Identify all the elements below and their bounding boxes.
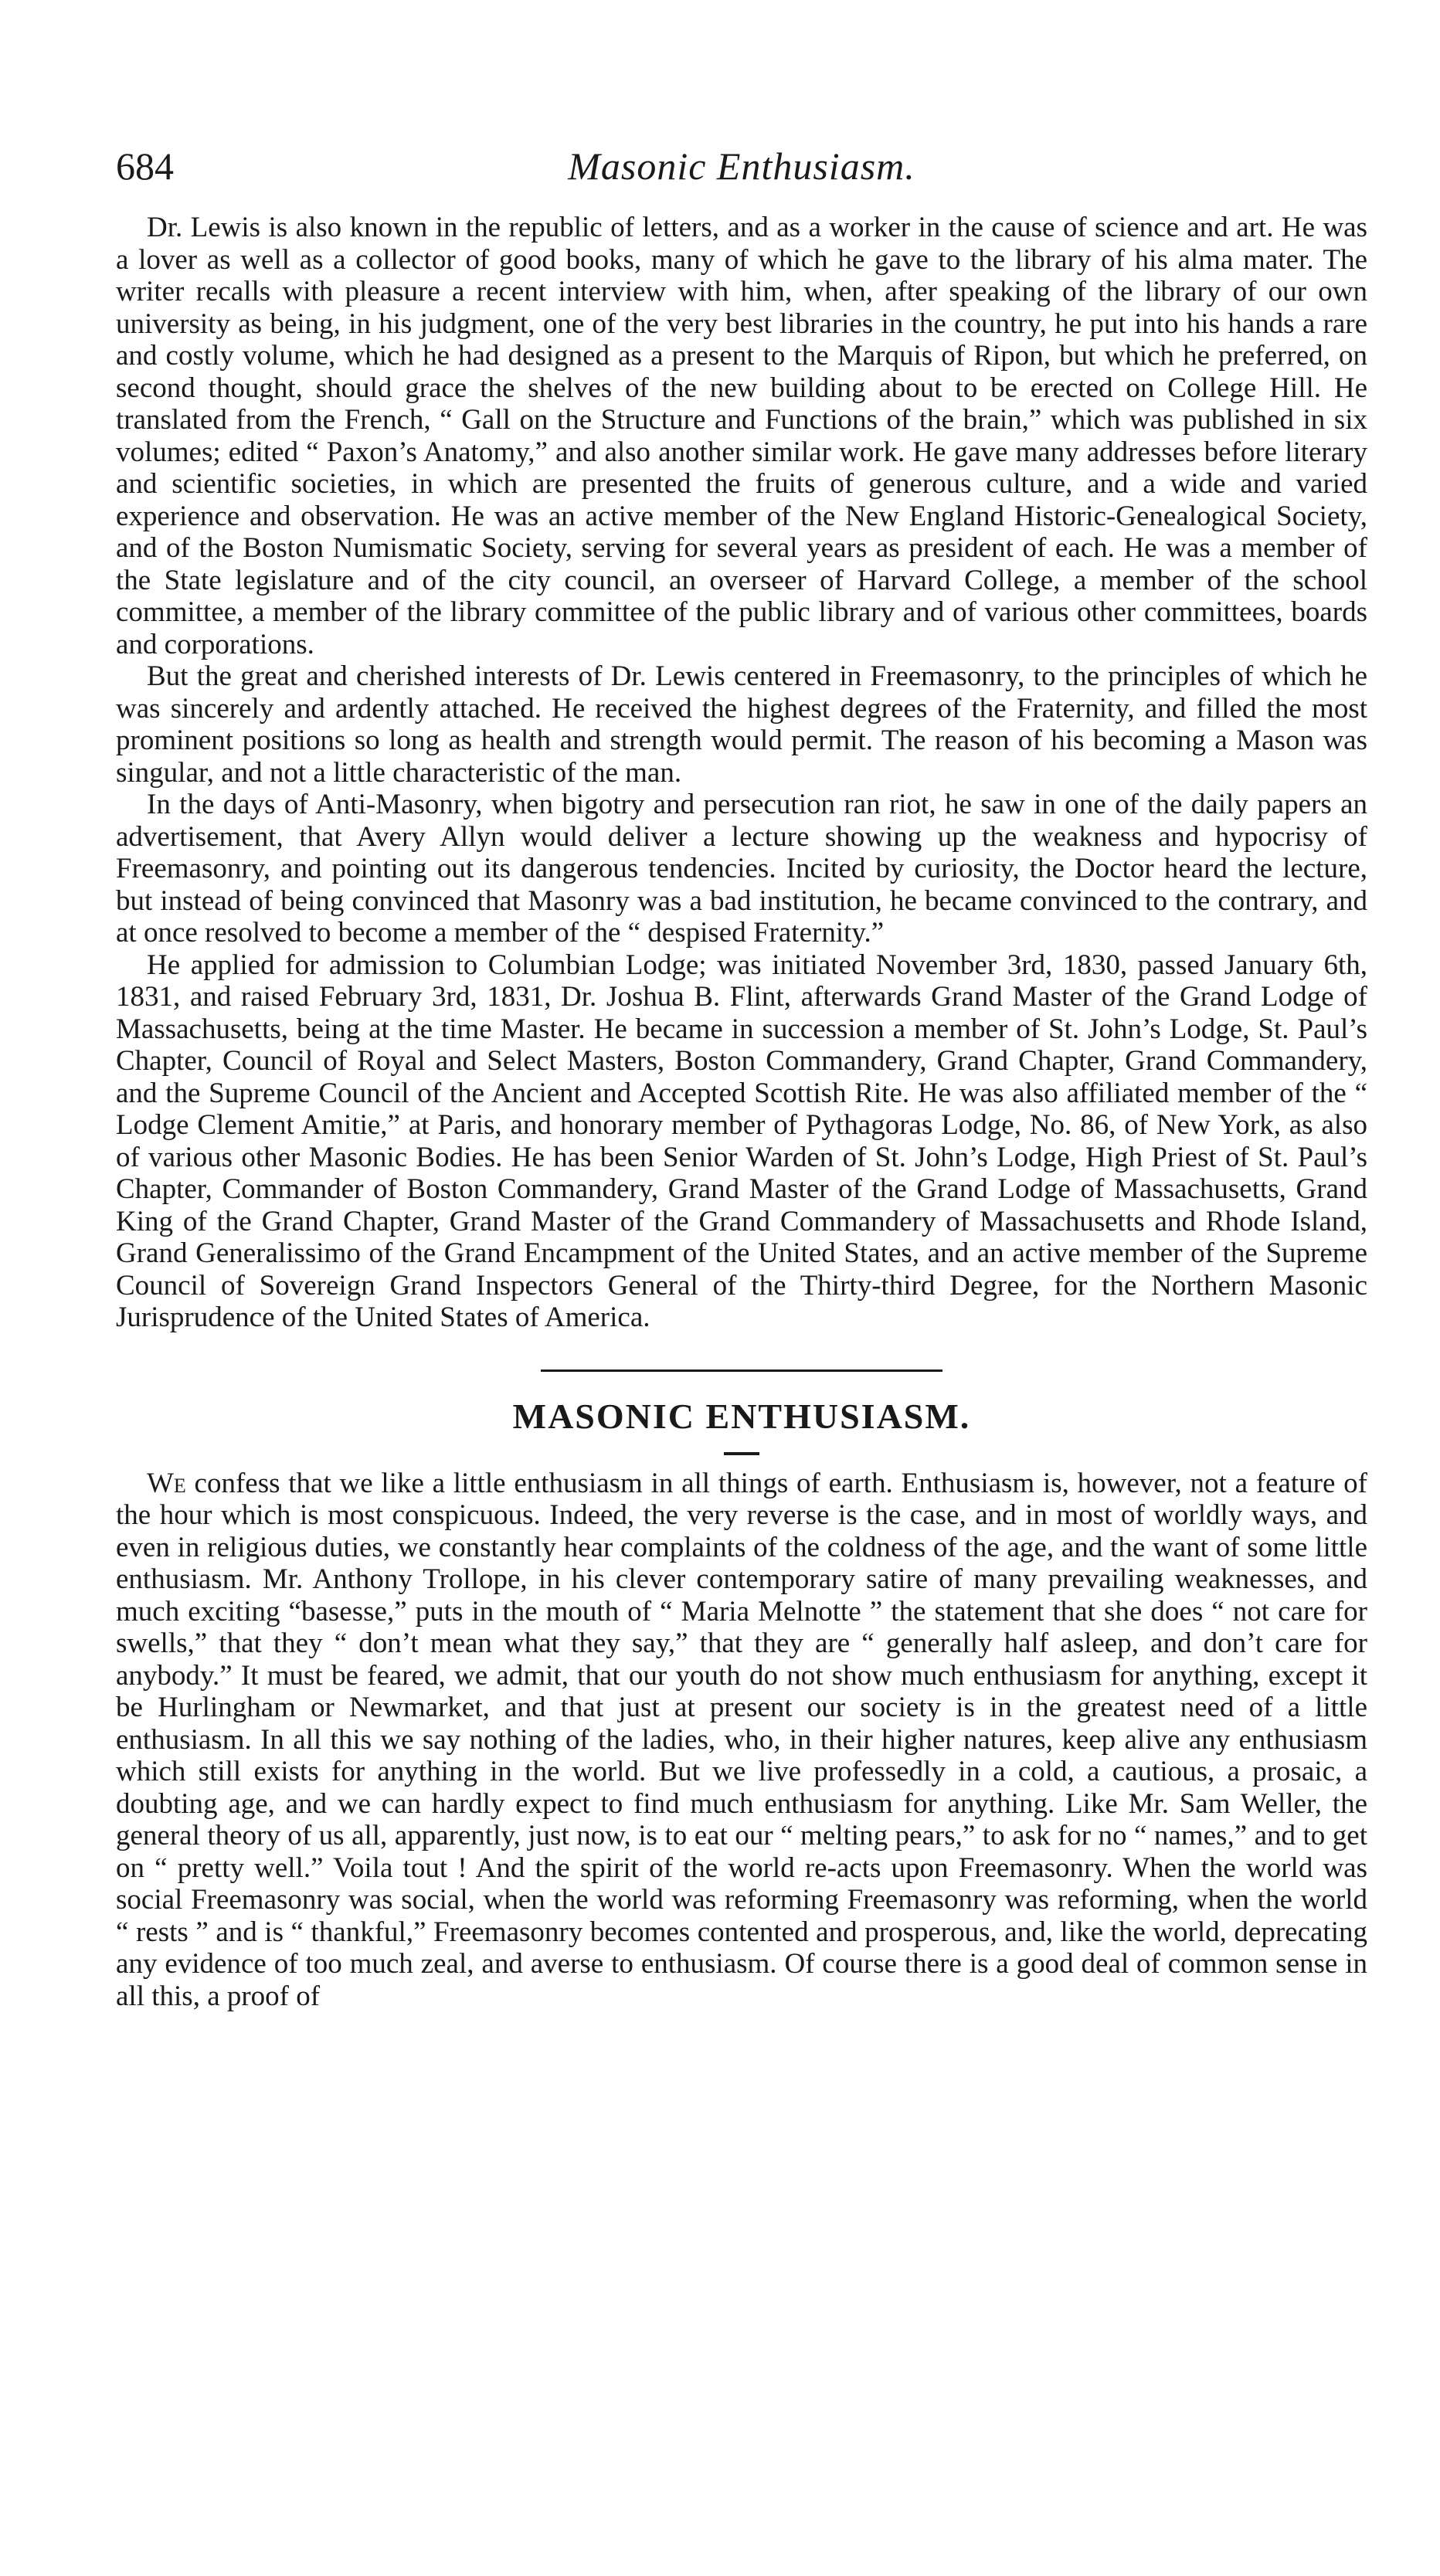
- section-body: [116, 1468, 1367, 2013]
- section-heading: MASONIC ENTHUSIASM.: [512, 1396, 971, 1436]
- book-page: [116, 139, 1367, 2534]
- article-continued: [116, 212, 1367, 1334]
- running-title: Masonic Enthusiasm.: [568, 144, 915, 188]
- paragraph-masonic-career: He applied for admission to Columbian Lodge; was initiated November 3rd, 1830, passed January 6th, 1831, and raised February 3rd, 1831, Dr. Joshua B. Flint, afterwards Grand Master of the Grand Lodge of Massachusetts, being at the time Master. He became in succession a member of St. John’s Lodge, St. Paul’s Chapter, Council of Royal and Select Masters, Boston Commandery, Grand Chapter, Grand Commandery, and the Supreme Council of the Ancient and Accepted Scottish Rite. He was also affiliated member of the “ Lodge Clement Amitie,” at Paris, and honorary member of Pythagoras Lodge, No. 86, of New York, as also of various other Masonic Bodies. He has been Senior Warden of St. John’s Lodge, High Priest of St. Paul’s Chapter, Commander of Boston Commandery, Grand Master of the Grand Lodge of Massachusetts, Grand King of the Grand Chapter, Grand Master of the Grand Commandery of Massachusetts and Rhode Island, Grand Generalissimo of the Grand Encampment of the United States, and an active member of the Supreme Council of Sovereign Grand Inspectors General of the Thirty-third Degree, for the Northern Masonic Jurisprudence of the United States of America.: [116, 949, 1367, 1333]
- section-first-paragraph-text: confess that we like a little enthusiasm in all things of earth. Enthusiasm is, however, not a feature of the hour which is most conspicuous. Indeed, the very reverse is the case, and in most of worldly ways, and even in religious duties, we constantly hear complaints of the coldness of the age, and the want of some little enthusiasm. Mr. Anthony Trollope, in his clever contemporary satire of many prevailing weaknesses, and much exciting “basesse,” puts in the mouth of “ Maria Melnotte ” the statement that she does “ not care for swells,” that they “ don’t mean what they say,” that they are “ generally half asleep, and don’t care for anybody.” It must be feared, we admit, that our youth do not show much enthusiasm for anything, except it be Hurlingham or Newmarket, and that just at present our society is in the greatest need of a little enthusiasm. In all this we say nothing of the ladies, who, in their higher natures, keep alive any enthusiasm which still exists for anything in the world. But we live professedly in a cold, a cautious, a prosaic, a doubting age, and we can hardly expect to find much enthusiasm for anything. Like Mr. Sam Weller, the general theory of us all, apparently, just now, is to eat our “ melting pears,” to ask for no “ names,” and to get on “ pretty well.” Voila tout ! And the spirit of the world re-acts upon Freemasonry. When the world was social Freemasonry was social, when the world was reforming Freemasonry was reforming, when the world “ rests ” and is “ thankful,” Freemasonry becomes contented and prosperous, and, like the world, deprecating any evidence of too much zeal, and averse to enthusiasm. Of course there is a good deal of common sense in all this, a proof of: [116, 1467, 1367, 2012]
- heading-ornament-dash: [724, 1452, 759, 1455]
- paragraph-freemasonry-interest: But the great and cherished interests of Dr. Lewis centered in Freemasonry, to the principles of which he was sincerely and ardently attached. He received the highest degrees of the Fraternity, and filled the most prominent positions so long as health and strength would permit. The reason of his becoming a Mason was singular, and not a little characteristic of the man.: [116, 660, 1367, 789]
- section-first-paragraph: [116, 1468, 1367, 2013]
- section-divider-rule: [541, 1369, 942, 1372]
- lead-word: We: [147, 1467, 186, 1499]
- running-head: [116, 139, 1367, 201]
- paragraph-literary-work: Dr. Lewis is also known in the republic of letters, and as a worker in the cause of science and art. He was a lover as well as a collector of good books, many of which he gave to the library of his alma mater. The writer recalls with pleasure a recent interview with him, when, after speaking of the library of our own university as being, in his judgment, one of the very best libraries in the country, he put into his hands a rare and costly volume, which he had designed as a present to the Marquis of Ripon, but which he preferred, on second thought, should grace the shelves of the new building about to be erected on College Hill. He translated from the French, “ Gall on the Structure and Functions of the brain,” which was published in six volumes; edited “ Paxon’s Anatomy,” and also another similar work. He gave many addresses before literary and scientific societies, in which are presented the fruits of generous culture, and a wide and varied experience and observation. He was an active member of the New England Historic-Genealogical Society, and of the Boston Numismatic Society, serving for several years as president of each. He was a member of the State legislature and of the city council, an overseer of Harvard College, a member of the school committee, a member of the library committee of the public library and of various other committees, boards and corporations.: [116, 212, 1367, 660]
- page-number: 684: [116, 144, 174, 188]
- paragraph-anti-masonry: In the days of Anti-Masonry, when bigotry and persecution ran riot, he saw in one of the daily papers an advertisement, that Avery Allyn would deliver a lecture showing up the weakness and hypocrisy of Freemasonry, and pointing out its dangerous tendencies. Incited by curiosity, the Doctor heard the lecture, but instead of being convinced that Masonry was a bad institution, he became convinced to the contrary, and at once resolved to become a member of the “ despised Fraternity.”: [116, 789, 1367, 949]
